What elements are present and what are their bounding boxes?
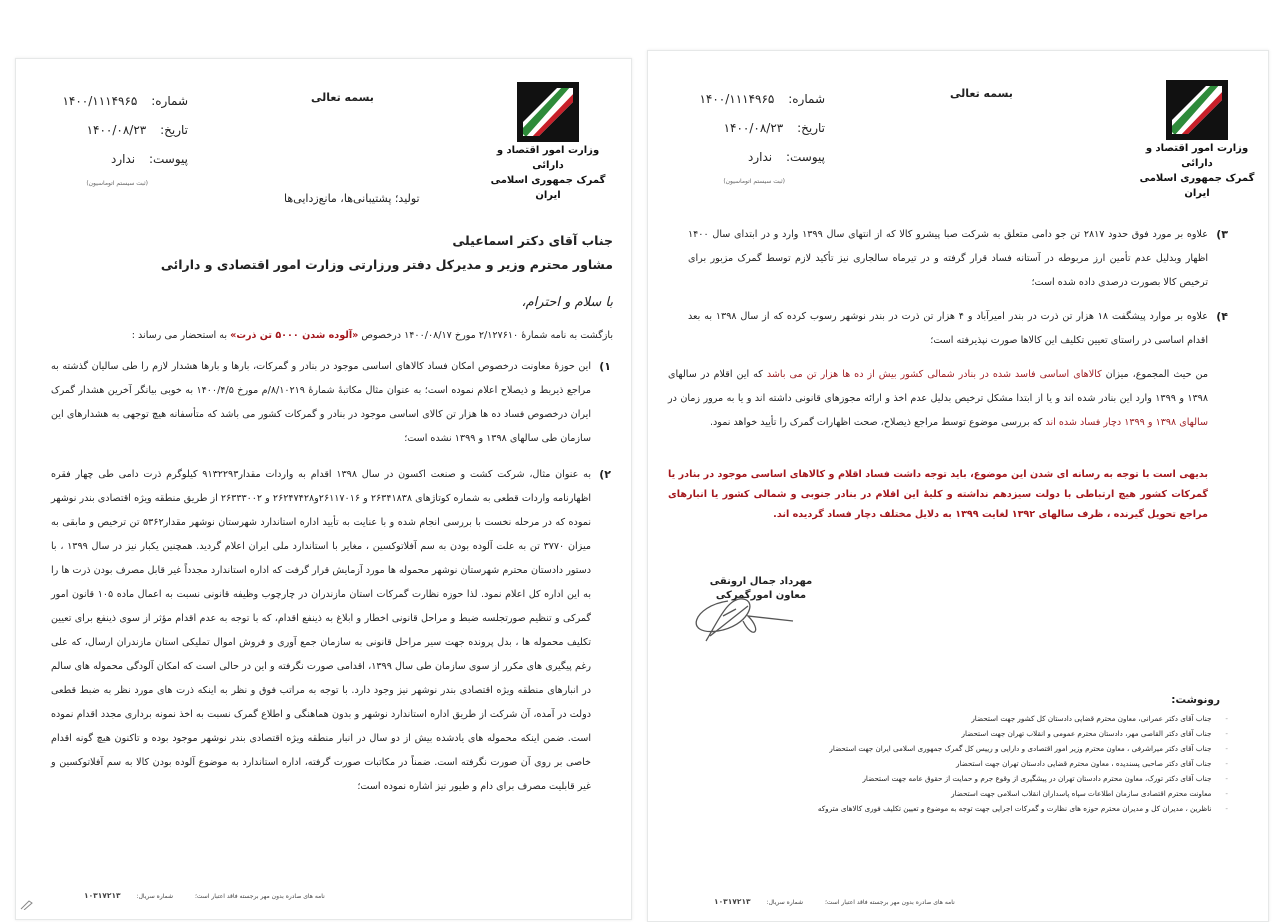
basmala: بسمه تعالی: [311, 91, 374, 104]
number-row: [670, 85, 825, 114]
intro-text: بازگشت به نامه شمارهٔ ۲/۱۲۷۶۱۰ مورخ ۱۴۰۰/۰۸/۱۷ درخصوص: [358, 330, 613, 341]
summary-highlight-2: سالهای ۱۳۹۸ و ۱۳۹۹ دچار فساد شده اند: [1045, 417, 1208, 428]
number-value: ۱۴۰۰/۱۱۱۴۹۶۵: [62, 94, 138, 108]
cc-item: - جناب آقای دکتر صاحبی پسندیده ، معاون محترم قضایی دادستان تهران جهت استحضار: [818, 756, 1228, 771]
date-label: تاریخ:: [797, 121, 825, 135]
serial-value: ۱۰۳۱۷۲۱۳: [714, 897, 751, 906]
date-value: ۱۴۰۰/۰۸/۲۳: [723, 121, 784, 135]
intro-text-end: به استحضار می رساند :: [131, 330, 231, 341]
signer-block: [706, 575, 816, 603]
org-name-customs: گمرک جمهوری اسلامی ایران: [1139, 173, 1255, 199]
attachment-label: پیوست:: [148, 152, 188, 166]
attachment-value: ندارد: [748, 150, 773, 164]
customs-emblem-icon: [1165, 79, 1229, 141]
customs-emblem-icon: [516, 81, 580, 143]
summary-highlight-1: کالاهای اساسی فاسد شده در بنادر شمالی کشور بیش از ده ها هزار تن می باشد: [766, 369, 1102, 380]
cc-item: - ناظرین ، مدیران کل و مدیران محترم حوزه های نظارت و گمرکات اجرایی جهت توجه به موضوع و تعیین تکلیف فوری کالاهای متروکه: [818, 801, 1228, 816]
paragraph-1: [51, 355, 611, 451]
intro: [43, 327, 613, 345]
cc-item: - جناب آقای دکتر القاصی مهر، دادستان محترم عمومی و انقلاب تهران جهت استحضار: [818, 726, 1228, 741]
paragraph-2: [51, 463, 611, 799]
addressee-name: جناب آقای دکتر اسماعیلی: [452, 233, 613, 248]
paragraph-4-text: علاوه بر موارد پیشگفت ۱۸ هزار تن ذرت در بندر امیرآباد و ۴ هزار تن ذرت در بندر نوشهر رسوب کرده که از سال ۱۳۹۸ به بعد اقدام اساسی در راستای تعیین تکلیف این کالاها صورت نپذیرفته است؛: [688, 311, 1208, 346]
number-row: [38, 87, 188, 116]
cc-item: - جناب آقای دکتر عمرانی، معاون محترم قضایی دادستان کل کشور جهت استحضار: [818, 711, 1228, 726]
paragraph-3-number: ۳): [1216, 228, 1228, 241]
addressee-title: مشاور محترم وزیر و مدیرکل دفتر ورزارتی وزارت امور اقتصادی و دارائی: [160, 257, 613, 272]
letter-meta: [38, 87, 188, 194]
addressee: [53, 229, 613, 277]
summary-paragraph: [668, 363, 1208, 435]
letter-meta: [670, 85, 825, 192]
date-row: [38, 116, 188, 145]
org-name-ministry: وزارت امور اقتصاد و دارائی: [1145, 143, 1249, 169]
attachment-label: پیوست:: [785, 150, 825, 164]
summary-text-3: که بررسی موضوع توسط مراجع ذیصلاح، صحت اظهارات گمرک را تأیید خواهد نمود.: [709, 417, 1046, 428]
number-value: ۱۴۰۰/۱۱۱۴۹۶۵: [699, 92, 775, 106]
intro-subject: «آلوده شدن ۵۰۰۰ تن ذرت»: [230, 330, 359, 341]
paragraph-3-text: علاوه بر مورد فوق حدود ۲۸۱۷ تن جو دامی متعلق به شرکت صبا پیشرو کالا که از انتهای سال ۱۳۹۹ وارد و در ابتدای سال ۱۴۰۰ اظهار وبدلیل عدم تأمین ارز مربوطه در آستانه فساد قرار گرفته و در تیرماه سالجاری نیز تأکید لازم توسط گمرک مزبور برای ترخیص کالا بصورت درصدی داده شده است؛: [688, 229, 1208, 288]
system-note: (ثبت سیستم اتوماسیون): [723, 178, 785, 185]
attachment-row: [38, 145, 188, 174]
paragraph-1-text: این حوزهٔ معاونت درخصوص امکان فساد کالاهای اساسی موجود در بنادر و گمرکات، بارها و بارها هشدار لازم را طی سالیان گذشته به مراجع ذیربط و ذیصلاح اعلام نموده است؛ به عنوان مثال مکاتبهٔ شمارهٔ ۸/۱۰۲۱۹/م مورخ ۱۴۰۰/۴/۵ به خوبی بیانگر آخرین هشدار گمرک ایران درخصوص فساد ده ها هزار تن کالای اساسی موجود در بنادر و گمرکات کشور می باشد که متأسفانه هیچ توجهی به هشدارهای این سازمان طی سالهای ۱۳۹۸ و ۱۳۹۹ نشده است؛: [51, 361, 591, 444]
footer-note: نامه های صادره بدون مهر برجسته فاقد اعتبار است؛: [194, 893, 325, 900]
letter-page-1: [15, 58, 632, 920]
signer-title: معاون امورگمرکی: [715, 590, 807, 601]
customs-logo: [1132, 79, 1262, 201]
footer: [84, 891, 325, 900]
summary-text-2: که این اقلام در سالهای ۱۳۹۸ و ۱۳۹۹ وارد این بنادر شده اند و یا از ابتدا مشکل ترخیص بدلیل عدم اخذ و ارائه مجوزهای قانونی داشته اند و یا به مرور زمان در: [668, 369, 1208, 404]
slogan: تولید؛ پشتیبانی‌ها، مانع‌زدایی‌ها: [284, 192, 420, 205]
org-name-customs: گمرک جمهوری اسلامی ایران: [490, 175, 606, 201]
paragraph-1-number: ۱): [599, 360, 611, 373]
date-value: ۱۴۰۰/۰۸/۲۳: [86, 123, 147, 137]
paragraph-4: [688, 305, 1228, 353]
conclusion-paragraph: بدیهی است با توجه به رسانه ای شدن این موضوع، باید توجه داشت فساد اقلام و کالاهای اساسی موجود در بنادر یا گمرکات کشور هیچ ارتباطی با دولت سیزدهم نداشته و کلیهٔ این اقلام در بنادر جنوبی و شمالی کشور یا انبارهای مراجع تحویل گیرنده ، ظرف سالهای ۱۳۹۲ لغایت ۱۳۹۹ به دلایل مختلف دچار فساد گردیده اند.: [668, 469, 1208, 520]
serial-label: شماره سریال:: [136, 893, 174, 900]
serial-label: شماره سریال:: [766, 899, 804, 906]
attachment-value: ندارد: [111, 152, 136, 166]
footer-note: نامه های صادره بدون مهر برجسته فاقد اعتبار است؛: [824, 899, 955, 906]
date-label: تاریخ:: [160, 123, 188, 137]
system-note: (ثبت سیستم اتوماسیون): [86, 180, 148, 187]
greeting: با سلام و احترام،: [521, 295, 613, 310]
basmala: بسمه تعالی: [950, 87, 1013, 100]
org-name-ministry: وزارت امور اقتصاد و دارائی: [496, 145, 600, 171]
paragraph-2-text: به عنوان مثال، شرکت کشت و صنعت اکسون در سال ۱۳۹۸ اقدام به واردات مقدار۹۱۳۲۲۹۳ کیلوگرم ذرت دامی طی چهار فقره اظهارنامه واردات قطعی به شماره کوتاژهای ۲۶۳۴۱۸۳۸ و ۲۶۱۱۷۰۱۶و۲۶۲۴۷۴۲۸ و ۲۶۳۳۳۰۰۲ از طریق منطقه ویژه اقتصادی بندر نوشهر نموده که در مرحله نخست با بررسی انجام شده و با عنایت به تأیید اداره استاندارد شهرستان نوشهر مقدار۵۳۶۲ تن ترخیص و مابقی به میزان ۳۷۷۰ تن به علت آلوده بودن به سم آفلاتوکسین ، مغایر با استاندارد ملی ایران اعلام گردید. همچنین یکبار نیز در سال ۱۳۹۹ ، با دستور دادستان محترم شهرستان نوشهر محموله ها مورد آزمایش قرار گرفت که اداره استاندارد مجدداً غیر قابل مصرف بودن ذرت ها را به این اداره کل اعلام نمود. لذا حوزه نظارت گمرکات استان مازندران در چارچوب وظیفه قانونی نسبت به اعمال ماده ۱۰۵ قانون امور گمرکی و تنظیم صورتجلسه ضبط و مراحل قانونی اخطار و ابلاغ به ذینفع اقدام، که با توجه به عدم اقدام مؤثر از سوی ذینفع برای تعیین تکلیف محموله ها ، بدل پرونده جهت سیر مراحل قانونی به سازمان جمع آوری و فروش اموال تملیکی استان مازندران ارسال، که علی رغم پیگیری های مکرر از سوی سازمان طی سال ۱۳۹۹، اقدامی صورت نگرفته و این در حالی است که امکان آلودگی محموله های سالم در انبارهای منطقه ویژه اقتصادی بندر نوشهر نیز وجود دارد. با توجه به مراتب فوق و نظر به اینکه ذرت های مورد نظر به ضبط قطعی دولت در آمده، آن شرکت از طریق اداره استاندارد نوشهر و بدون هماهنگی و اطلاع گمرک نسبت به اخذ نمونه برداری مجدد اقدام نموده است. ضمن اینکه محموله های یادشده بیش از دو سال در انبار منطقه ویژه اقتصادی بندر نوشهر موجود بوده و تاکنون هیچ گونه اقدام خاصی بر روی آن صورت نگرفته است. ضمناً در مکاتبات صورت گرفته، اداره استاندارد به موضوع آلوده بودن کالا به سم آفلاتوکسین و غیر قابلیت مصرف برای دام و طیور نیز اشاره نموده است؛: [51, 469, 592, 792]
cc-item: - جناب آقای دکتر میراشرفی ، معاون محترم وزیر امور اقتصادی و دارایی و رییس کل گمرک جمهوری اسلامی ایران جهت استحضار: [818, 741, 1228, 756]
cc-item: - معاونت محترم اقتصادی سازمان اطلاعات سپاه پاسداران انقلاب اسلامی جهت استحضار: [818, 786, 1228, 801]
signer-name: مهرداد جمال ارونقی: [709, 576, 813, 587]
number-label: شماره:: [151, 94, 188, 108]
paragraph-3: [688, 223, 1228, 295]
summary-text-1: من حیث المجموع، میزان: [1101, 369, 1208, 380]
cc-item: - جناب آقای دکتر تورک، معاون محترم دادستان تهران در پیشگیری از وقوع جرم و حمایت از حقوق عامه جهت استحضار: [818, 771, 1228, 786]
number-label: شماره:: [788, 92, 825, 106]
date-row: [670, 114, 825, 143]
letter-page-2: [647, 50, 1269, 922]
cc-list: [818, 711, 1228, 816]
attachment-row: [670, 143, 825, 172]
paragraph-4-number: ۴): [1216, 310, 1228, 323]
paragraph-2-number: ۲): [599, 468, 611, 481]
cc-title: رونوشت:: [1171, 694, 1220, 706]
serial-value: ۱۰۳۱۷۲۱۳: [84, 891, 121, 900]
customs-logo: [483, 81, 613, 203]
